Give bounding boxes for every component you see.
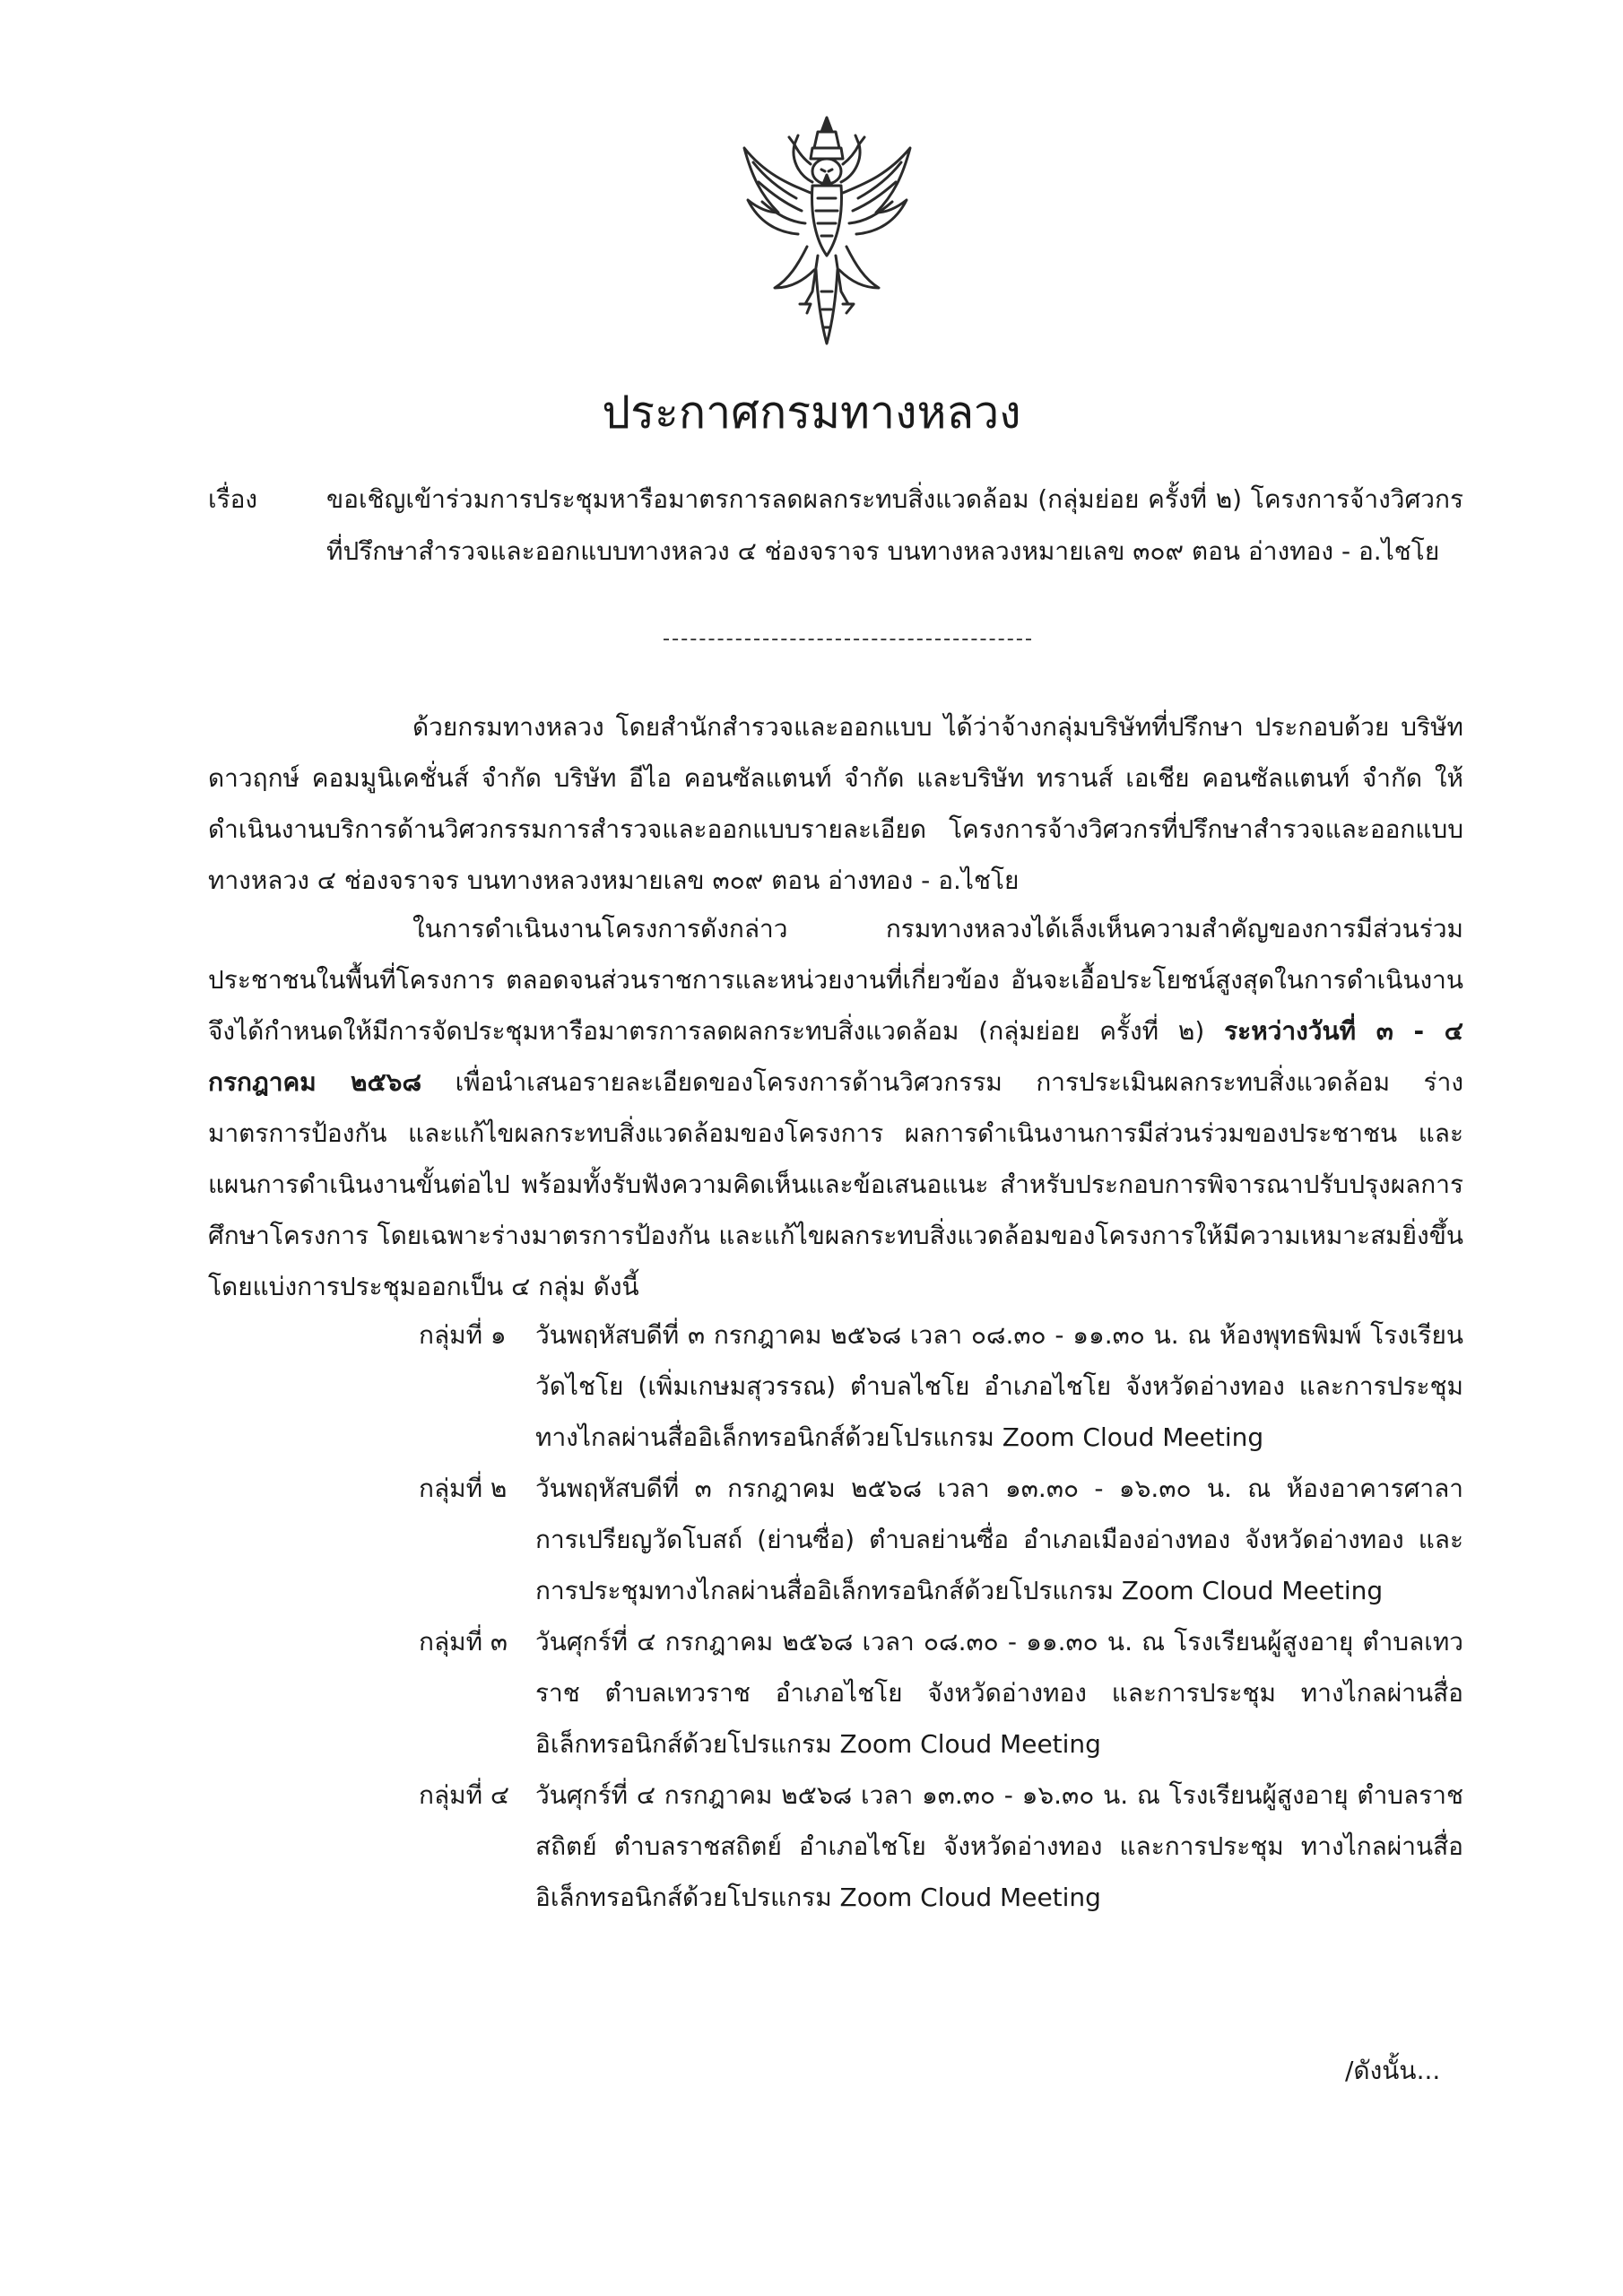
meeting-group-label: กลุ่มที่ ๑ <box>419 1320 507 1350</box>
paragraph-purpose-part-a: ในการดำเนินงานโครงการดังกล่าว กรมทางหลวงได้เล็งเห็นความสำคัญของการมีส่วนร่วมประชาชนในพื้นที่โครงการ ตลอดจนส่วนราชการและหน่วยงานที่เกี่ยวข้อง อันจะเอื้อประโยชน์สูงสุดในการดำเนินงาน จึงได้กำหนดให้มีการจัดประชุมหารือมาตรการลดผลกระทบสิ่งแวดล้อม (กลุ่มย่อย ครั้งที่ ๒) <box>208 914 1463 1046</box>
document-title: ประกาศกรมทางหลวง <box>602 387 1021 439</box>
paragraph-purpose-part-b: เพื่อนำเสนอรายละเอียดของโครงการด้านวิศวกรรม การประเมินผลกระทบสิ่งแวดล้อม ร่างมาตรการป้องกัน และแก้ไขผลกระทบสิ่งแวดล้อมของโครงการ ผลการดำเนินงานการมีส่วนร่วมของประชาชน และแผนการดำเนินงานขั้นต่อไป พร้อมทั้งรับฟังความคิดเห็นและข้อเสนอแนะ สำหรับประกอบการพิจารณาปรับปรุงผลการศึกษาโครงการ โดยเฉพาะร่างมาตรการป้องกัน และแก้ไขผลกระทบสิ่งแวดล้อมของโครงการให้มีความเหมาะสมยิ่งขึ้น โดยแบ่งการประชุมออกเป็น ๔ กลุ่ม ดังนี้ <box>208 1067 1463 1301</box>
meeting-group-details: วันพฤหัสบดีที่ ๓ กรกฎาคม ๒๕๖๘ เวลา ๑๓.๓๐ - ๑๖.๓๐ น. ณ ห้องอาคารศาลาการเปรียญวัดโบสถ์ (ย่านซื่อ) ตำบลย่านซื่อ อำเภอเมืองอ่างทอง จังหวัดอ่างทอง และการประชุมทางไกลผ่านสื่ออิเล็กทรอนิกส์ด้วยโปรแกรม Zoom Cloud Meeting <box>535 1474 1463 1605</box>
meeting-group-item <box>208 1616 1463 1770</box>
subject-text: ขอเชิญเข้าร่วมการประชุมหารือมาตรการลดผลกระทบสิ่งแวดล้อม (กลุ่มย่อย ครั้งที่ ๒) โครงการจ้างวิศวกรที่ปรึกษาสำรวจและออกแบบทางหลวง ๔ ช่องจราจร บนทางหลวงหมายเลข ๓๐๙ ตอน อ่างทอง - อ.ไชโย <box>326 484 1463 566</box>
meeting-group-item <box>208 1463 1463 1616</box>
meeting-group-label: กลุ่มที่ ๒ <box>419 1474 508 1503</box>
subject-label: เรื่อง <box>208 484 258 514</box>
meeting-group-details: วันศุกร์ที่ ๔ กรกฎาคม ๒๕๖๘ เวลา ๑๓.๓๐ - ๑๖.๓๐ น. ณ โรงเรียนผู้สูงอายุ ตำบลราชสถิตย์ ตำบลราชสถิตย์ อำเภอไชโย จังหวัดอ่างทอง และการประชุม ทางไกลผ่านสื่ออิเล็กทรอนิกส์ด้วยโปรแกรม Zoom Cloud Meeting <box>535 1780 1463 1912</box>
garuda-emblem-icon <box>735 112 919 350</box>
meeting-group-list <box>208 1309 1463 1923</box>
page-continuation: /ดังนั้น... <box>1345 2056 1441 2085</box>
divider-line <box>664 639 1031 640</box>
meeting-group-item <box>208 1770 1463 1923</box>
meeting-group-label: กลุ่มที่ ๔ <box>419 1780 510 1810</box>
meeting-group-details: วันพฤหัสบดีที่ ๓ กรกฎาคม ๒๕๖๘ เวลา ๐๘.๓๐ - ๑๑.๓๐ น. ณ ห้องพุทธพิมพ์ โรงเรียนวัดไชโย (เพิ่มเกษมสุวรรณ) ตำบลไชโย อำเภอไชโย จังหวัดอ่างทอง และการประชุม ทางไกลผ่านสื่ออิเล็กทรอนิกส์ด้วยโปรแกรม Zoom Cloud Meeting <box>535 1320 1463 1452</box>
paragraph-purpose <box>208 903 1463 1312</box>
meeting-group-item <box>208 1309 1463 1463</box>
meeting-date-range: ระหว่างวันที่ ๓ - ๔ กรกฎาคม ๒๕๖๘ <box>208 1016 1463 1097</box>
meeting-group-details: วันศุกร์ที่ ๔ กรกฎาคม ๒๕๖๘ เวลา ๐๘.๓๐ - ๑๑.๓๐ น. ณ โรงเรียนผู้สูงอายุ ตำบลเทวราช ตำบลเทวราช อำเภอไชโย จังหวัดอ่างทอง และการประชุม ทางไกลผ่านสื่ออิเล็กทรอนิกส์ด้วยโปรแกรม Zoom Cloud Meeting <box>535 1627 1463 1759</box>
paragraph-intro: ด้วยกรมทางหลวง โดยสำนักสำรวจและออกแบบ ได้ว่าจ้างกลุ่มบริษัทที่ปรึกษา ประกอบด้วย บริษัท ดาวฤกษ์ คอมมูนิเคชั่นส์ จำกัด บริษัท อีไอ คอนซัลแตนท์ จำกัด และบริษัท ทรานส์ เอเชีย คอนซัลแตนท์ จำกัด ให้ดำเนินงานบริการด้านวิศวกรรมการสำรวจและออกแบบรายละเอียด โครงการจ้างวิศวกรที่ปรึกษาสำรวจและออกแบบทางหลวง ๔ ช่องจราจร บนทางหลวงหมายเลข ๓๐๙ ตอน อ่างทอง - อ.ไชโย <box>208 712 1463 895</box>
meeting-group-label: กลุ่มที่ ๓ <box>419 1627 508 1657</box>
